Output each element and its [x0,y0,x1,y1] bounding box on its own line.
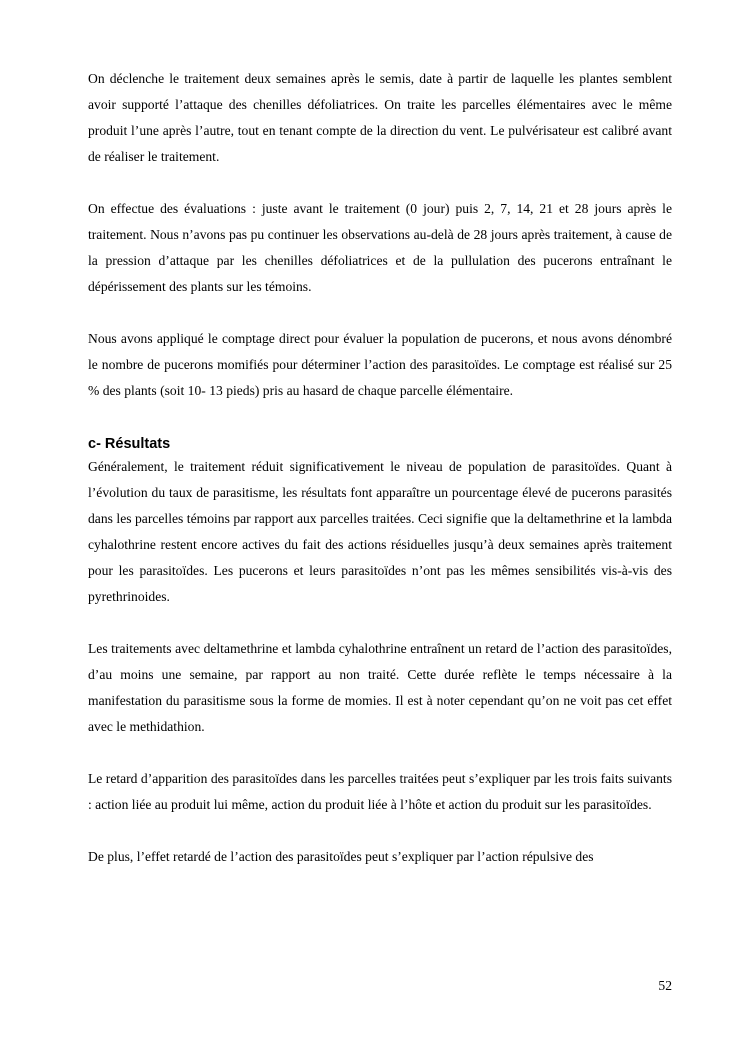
section-heading-results: c- Résultats [88,436,171,452]
paragraph-evaluations: On effectue des évaluations : juste avant le traitement (0 jour) puis 2, 7, 14, 21 et 28 jours après le traitement. Nous n’avons pas pu continuer les observations au-delà de 28 jours après traitement, à cause de la pression d’attaque par les chenilles défoliatrices et de la pullulation des pucerons entraînant le dépérissement des plants sur les témoins. [88,201,672,294]
paragraph-results-continued: De plus, l’effet retardé de l’action des parasitoïdes peut s’expliquer par l’action répulsive des [88,849,594,864]
paragraph-counting-method: Nous avons appliqué le comptage direct pour évaluer la population de pucerons, et nous avons dénombré le nombre de pucerons momifiés pour déterminer l’action des parasitoïdes. Le comptage est réalisé sur 25 % des plants (soit 10- 13 pieds) pris au hasard de chaque parcelle élémentaire. [88,331,672,398]
paragraph-results-explanation: Le retard d’apparition des parasitoïdes dans les parcelles traitées peut s’expliquer par les trois faits suivants : action liée au produit lui même, action du produit liée à l’hôte et action du produit sur les parasitoïdes. [88,771,672,812]
paragraph-results-delay: Les traitements avec deltamethrine et lambda cyhalothrine entraînent un retard de l’action des parasitoïdes, d’au moins une semaine, par rapport au non traité. Cette durée reflète le temps nécessaire à la manifestation du parasitisme sous la forme de momies. Il est à noter cependant qu’on ne voit pas cet effet avec le methidathion. [88,641,672,734]
paragraph-treatment-timing: On déclenche le traitement deux semaines après le semis, date à partir de laquelle les plantes semblent avoir supporté l’attaque des chenilles défoliatrices. On traite les parcelles élémentaires avec le même produit l’une après l’autre, tout en tenant compte de la direction du vent. Le pulvérisateur est calibré avant de réaliser le traitement. [88,71,672,164]
paragraph-results-general: Généralement, le traitement réduit significativement le niveau de population de parasitoïdes. Quant à l’évolution du taux de parasitisme, les résultats font apparaître un pourcentage élevé de pucerons parasités dans les parcelles témoins par rapport aux parcelles traitées. Ceci signifie que la deltamethrine et la lambda cyhalothrine restent encore actives du fait des actions résiduelles jusqu’à deux semaines après traitement pour les parasitoïdes. Les pucerons et leurs parasitoïdes n’ont pas les mêmes sensibilités vis-à-vis des pyrethrinoides. [88,459,672,604]
page-number: 52 [658,978,672,993]
document-page [88,66,672,870]
